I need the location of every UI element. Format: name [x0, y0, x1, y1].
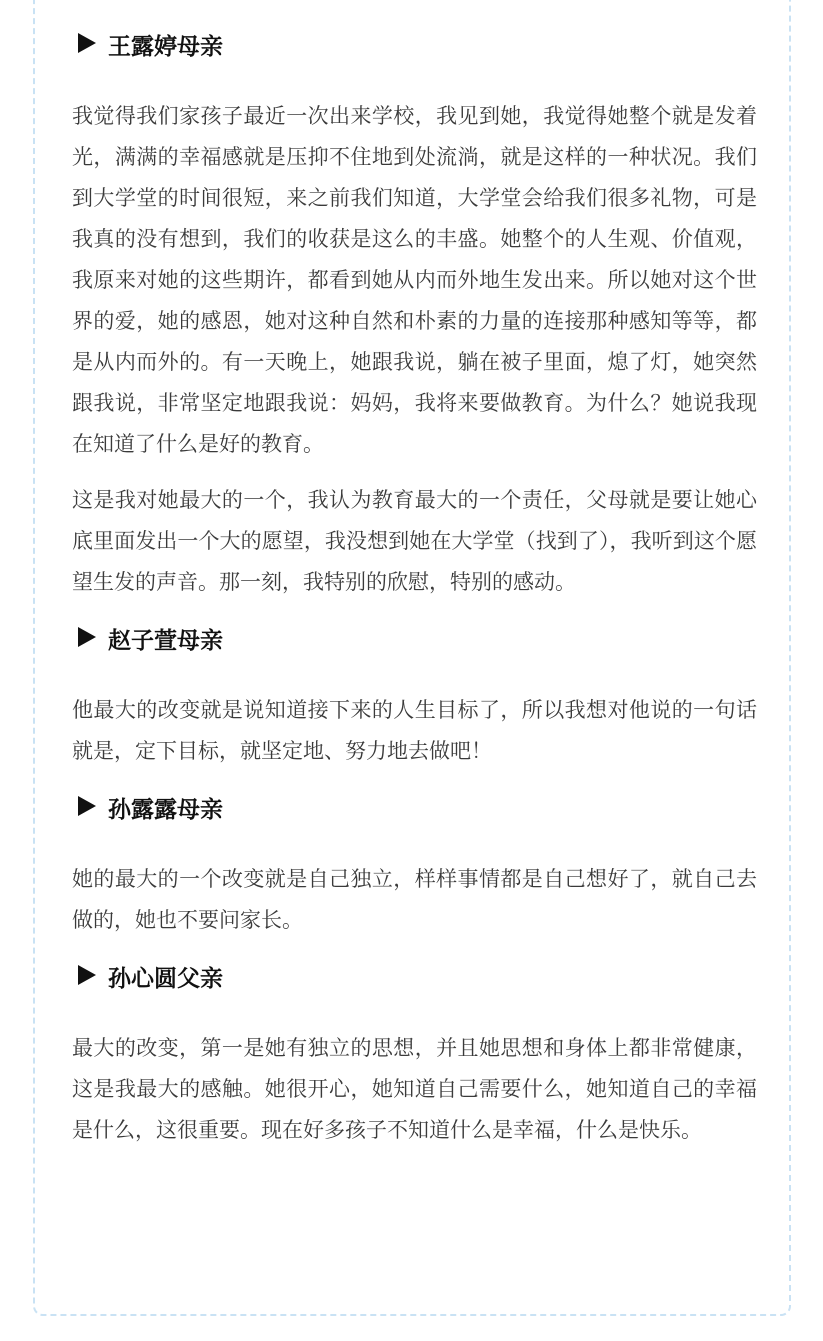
- triangle-right-icon: [78, 965, 96, 985]
- triangle-right-icon: [78, 796, 96, 816]
- paragraph: 这是我对她最大的一个，我认为教育最大的一个责任，父母就是要让她心底里面发出一个大的愿望，我没想到她在大学堂（找到了），我听到这个愿望生发的声音。那一刻，我特别的欣慰，特别的感动。: [72, 488, 757, 594]
- heading-text: 王露婷母亲: [108, 34, 223, 60]
- heading-text: 赵子萱母亲: [108, 628, 223, 654]
- testimonial-section-4: [72, 956, 757, 1151]
- testimonial-section-3: [72, 787, 757, 941]
- testimonial-section-1: [72, 24, 757, 603]
- paragraph: 她的最大的一个改变就是自己独立，样样事情都是自己想好了，就自己去做的，她也不要问家长。: [72, 867, 757, 932]
- triangle-right-icon: [78, 33, 96, 53]
- testimonial-section-2: [72, 618, 757, 772]
- section-heading: [72, 618, 757, 668]
- article-content: [72, 24, 757, 1166]
- paragraph: 他最大的改变就是说知道接下来的人生目标了，所以我想对他说的一句话就是，定下目标，就坚定地、努力地去做吧！: [72, 698, 757, 763]
- triangle-right-icon: [78, 627, 96, 647]
- section-heading: [72, 24, 757, 74]
- section-heading: [72, 787, 757, 837]
- section-heading: [72, 956, 757, 1006]
- heading-text: 孙露露母亲: [108, 797, 223, 823]
- paragraph: 我觉得我们家孩子最近一次出来学校，我见到她，我觉得她整个就是发着光，满满的幸福感就是压抑不住地到处流淌，就是这样的一种状况。我们到大学堂的时间很短，来之前我们知道，大学堂会给我们很多礼物，可是我真的没有想到，我们的收获是这么的丰盛。她整个的人生观、价值观，我原来对她的这些期许，都看到她从内而外地生发出来。所以她对这个世界的爱，她的感恩，她对这种自然和朴素的力量的连接那种感知等等，都是从内而外的。有一天晚上，她跟我说，躺在被子里面，熄了灯，她突然跟我说，非常坚定地跟我说：妈妈，我将来要做教育。为什么？她说我现在知道了什么是好的教育。: [72, 104, 757, 456]
- heading-text: 孙心圆父亲: [108, 966, 223, 992]
- paragraph: 最大的改变，第一是她有独立的思想，并且她思想和身体上都非常健康，这是我最大的感触。她很开心，她知道自己需要什么，她知道自己的幸福是什么，这很重要。现在好多孩子不知道什么是幸福，什么是快乐。: [72, 1036, 757, 1142]
